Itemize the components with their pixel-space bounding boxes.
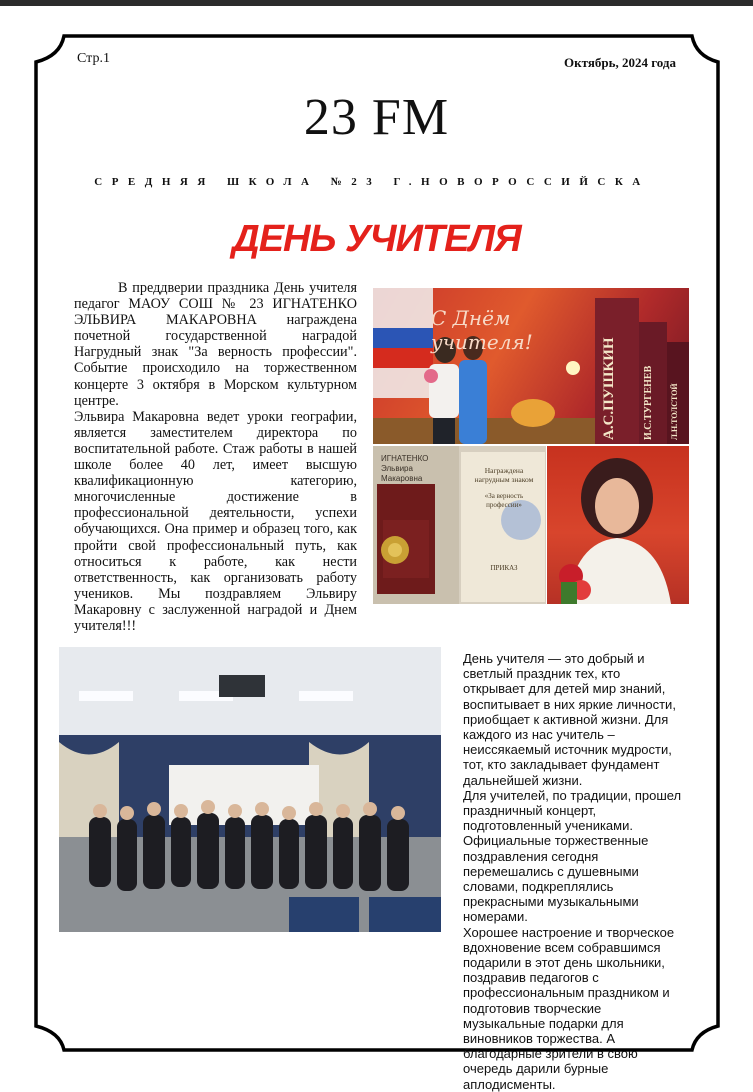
diploma-box-name: ИГНАТЕНКО Эльвира Макаровна — [381, 454, 429, 483]
award-photo-banner: С Днём учителя! — [431, 306, 533, 354]
diploma-certificate-title: Награждена нагрудным знаком — [474, 466, 534, 484]
masthead-title: 23 FM — [303, 89, 450, 146]
diploma-order-label: ПРИКАЗ — [490, 564, 518, 572]
book-spine-3: Л.Н.ТОЛСТОЙ — [670, 383, 679, 440]
masthead-subtitle: СРЕДНЯЯ ШКОЛА №23 Г.НОВОРОССИЙСКА — [94, 176, 650, 188]
issue-date: Октябрь, 2024 года — [564, 55, 676, 70]
award-article-paragraph: Эльвира Макаровна ведет уроки географии, является заместителем директора по воспитательной работе. Стаж работы в нашей школе более 40 лет, имеет высшую квалификационную категорию, многочисленные достижение в профессиональной деятельности, успехи обучающихся. Она пример и образец того, как пройти свой профессиональный путь, как относиться к работе, как нести ответственность, как организовать работу учеников. Мы поздравляем Эльвиру Макаровну с заслуженной наградой и Днем учителя!!! — [74, 408, 357, 634]
group-photo — [59, 647, 441, 932]
book-spine-1: А.С.ПУШКИН — [601, 337, 617, 440]
teachers-day-paragraph: День учителя — это добрый и светлый праздник тех, кто открывает для детей мир знаний, воспитывает в них яркие личности, приобщает к активной жизни. Для каждого из нас учитель – неиссякаемый источник мудрости, тот, кто закладывает фундамент дальнейшей жизни. — [463, 651, 676, 788]
diploma-certificate-badge-name: «За верность профессии» — [484, 492, 524, 509]
teachers-day-paragraph: Хорошее настроение и творческое вдохновение всем собравшимся подарили в этот день школьники, поздравив педагогов с профессиональным праздником и подготовив творческие музыкальные подарки для виновников торжества. А благодарные зрители в свою очередь дарили бурные аплодисменты. — [463, 924, 675, 1092]
award-article — [74, 280, 357, 634]
teacher-portrait-photo — [547, 446, 689, 604]
award-ceremony-photo — [373, 288, 689, 444]
page-number: Стр.1 — [77, 51, 110, 66]
book-spine-2: И.С.ТУРГЕНЕВ — [643, 365, 654, 440]
teachers-day-paragraph: Для учителей, по традиции, прошел праздничный концерт, подготовленный учениками. Официальные торжественные поздравления сегодня перемешались с душевными словами, подкреплялись прекрасными музыкальными номерами. — [463, 787, 682, 925]
teachers-day-article — [463, 651, 685, 1092]
award-article-paragraph: В преддверии праздника День учителя педагог МАОУ СОШ № 23 ИГНАТЕНКО ЭЛЬВИРА МАКАРОВНА награждена почетной государственной наградой Нагрудный знак "За верность профессии". Событие происходило на торжественном концерте 3 октября в Морском культурном центре. — [74, 280, 357, 409]
award-diploma-photo — [373, 446, 546, 604]
article-headline: ДЕНЬ УЧИТЕЛЯ — [232, 218, 521, 260]
